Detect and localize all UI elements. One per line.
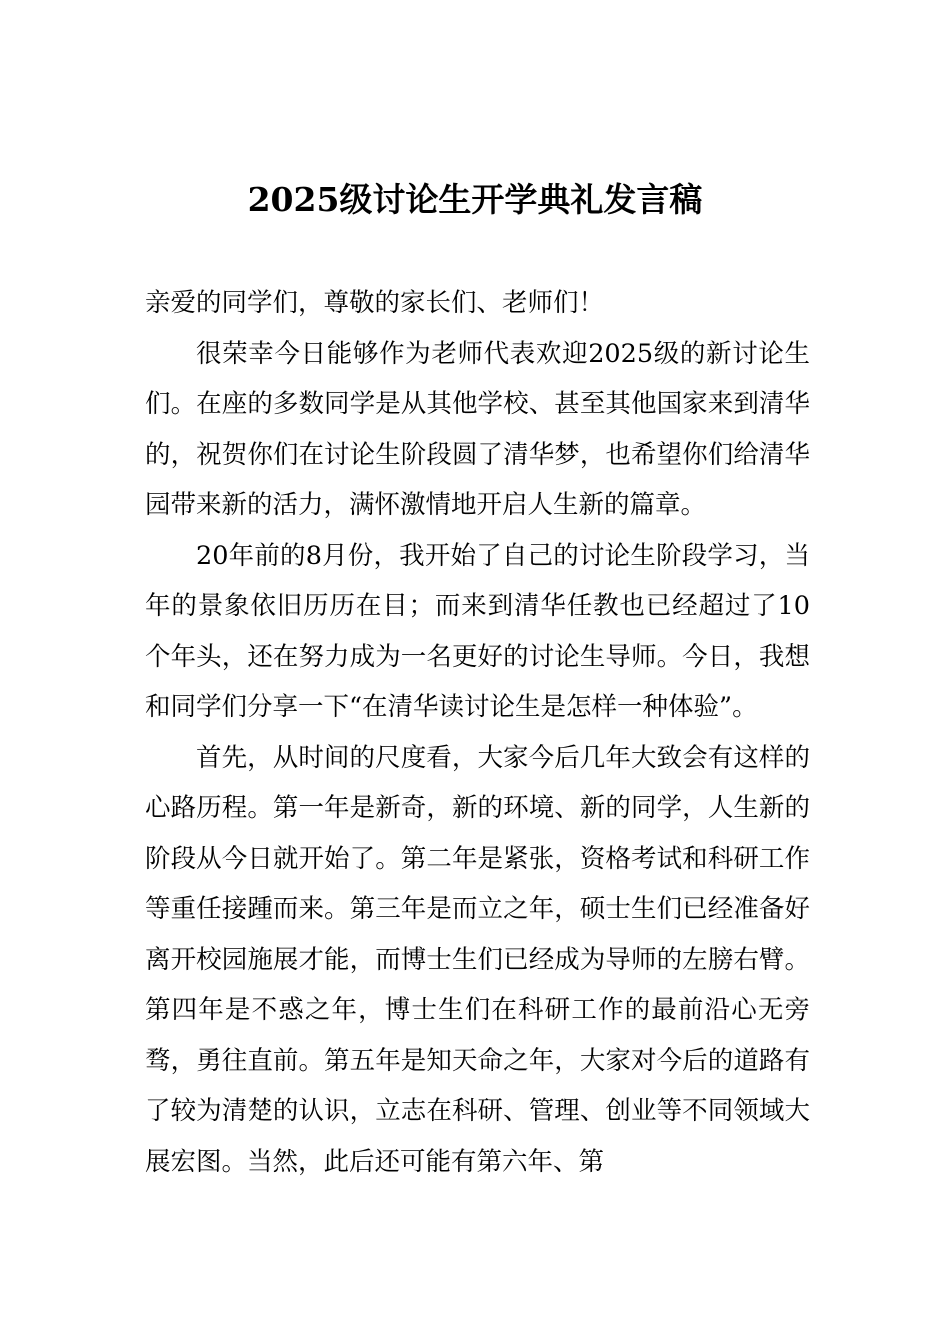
paragraph-experience: 20年前的8月份，我开始了自己的讨论生阶段学习，当年的景象依旧历历在目；而来到清华任教也已经超过了10个年头，还在努力成为一名更好的讨论生导师。今日，我想和同学们分享一下“在清华读讨论生是怎样一种体验”。: [145, 540, 810, 722]
document-body: [145, 278, 810, 1187]
salutation: 亲爱的同学们，尊敬的家长们、老师们！: [145, 288, 605, 318]
paragraph-timeline: 首先，从时间的尺度看，大家今后几年大致会有这样的心路历程。第一年是新奇，新的环境、新的同学，人生新的阶段从今日就开始了。第二年是紧张，资格考试和科研工作等重任接踵而来。第三年是而立之年，硕士生们已经准备好离开校园施展才能，而博士生们已经成为导师的左膀右臂。第四年是不惑之年，博士生们在科研工作的最前沿心无旁骛，勇往直前。第五年是知天命之年，大家对今后的道路有了较为清楚的认识，立志在科研、管理、创业等不同领域大展宏图。当然，此后还可能有第六年、第: [145, 742, 810, 1177]
paragraph-welcome: 很荣幸今日能够作为老师代表欢迎2025级的新讨论生们。在座的多数同学是从其他学校、甚至其他国家来到清华的，祝贺你们在讨论生阶段圆了清华梦，也希望你们给清华园带来新的活力，满怀激情地开启人生新的篇章。: [145, 338, 810, 520]
document-title: 2025级讨论生开学典礼发言稿: [247, 180, 703, 219]
